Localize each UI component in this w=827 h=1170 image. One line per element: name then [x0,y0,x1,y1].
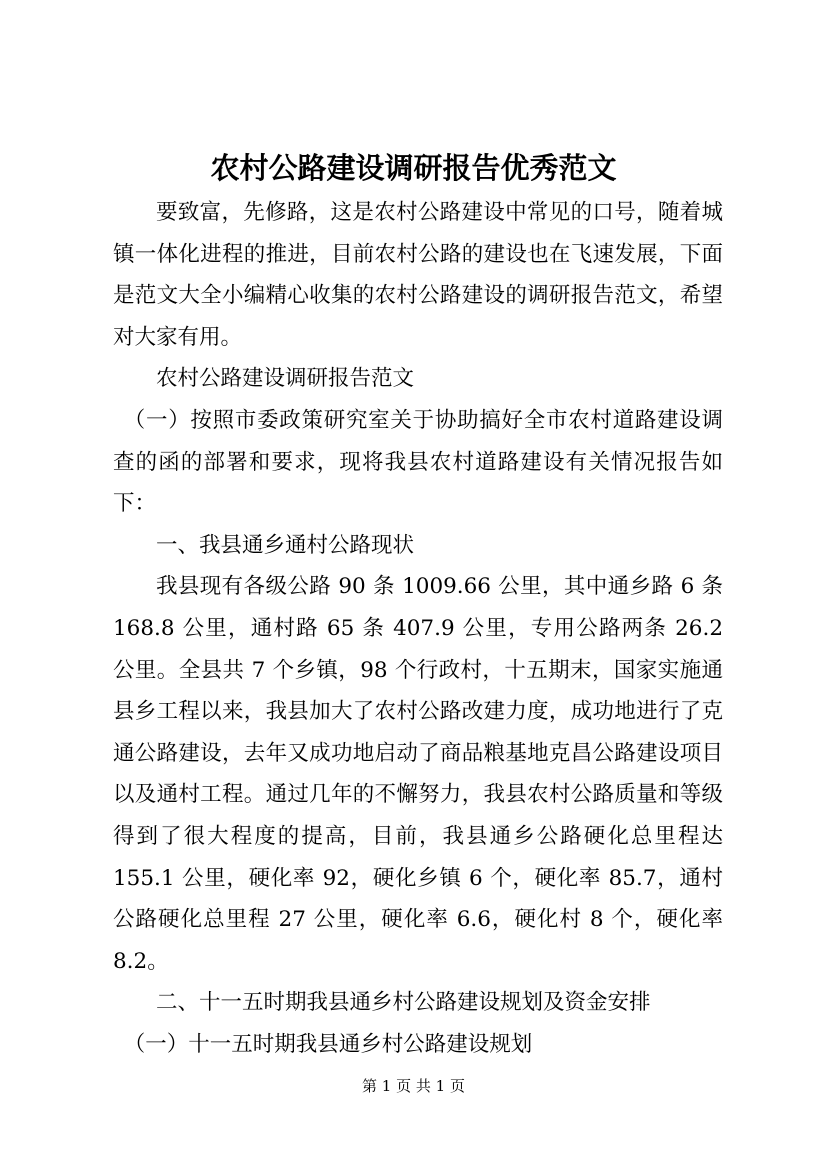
paragraph-section-intro: （一）按照市委政策研究室关于协助搞好全市农村道路建设调查的函的部署和要求，现将我县农村道路建设有关情况报告如下： [113,407,723,517]
subheading-plan: （一）十一五时期我县通乡村公路建设规划 [123,1031,533,1057]
paragraph-subtitle: 农村公路建设调研报告范文 [156,366,415,392]
document-title: 农村公路建设调研报告优秀范文 [210,151,617,185]
page-footer: 第 1 页 共 1 页 [362,1077,465,1095]
heading-current-status: 一、我县通乡通村公路现状 [156,532,415,558]
paragraph-current-status: 我县现有各级公路 90 条 1009.66 公里，其中通乡路 6 条168.8 公里，通村路 65 条 407.9 公里，专用公路两条 26.2 公里。全县共 7 个乡镇，98 个行政村，十五期末，国家实施通县乡工程以来，我县加大了农村公路改建力度，成功地进行了克通公路建设，去年又成功地启动了商品粮基地克昌公路建设项目以及通村工程。通过几年的不懈努力，我县农村公路质量和等级得到了很大程度的提高，目前，我县通乡公路硬化总里程达 155.1 公里，硬化率 92，硬化乡镇 6 个，硬化率 85.7，通村公路硬化总里程 27 公里，硬化率 6.6，硬化村 8 个，硬化率 8.2。 [113,574,723,974]
document-body [113,192,723,1065]
paragraph-intro: 要致富，先修路，这是农村公路建设中常见的口号，随着城镇一体化进程的推进，目前农村公路的建设也在飞速发展，下面是范文大全小编精心收集的农村公路建设的调研报告范文，希望对大家有用。 [113,200,723,350]
heading-plan: 二、十一五时期我县通乡村公路建设规划及资金安排 [156,990,651,1016]
